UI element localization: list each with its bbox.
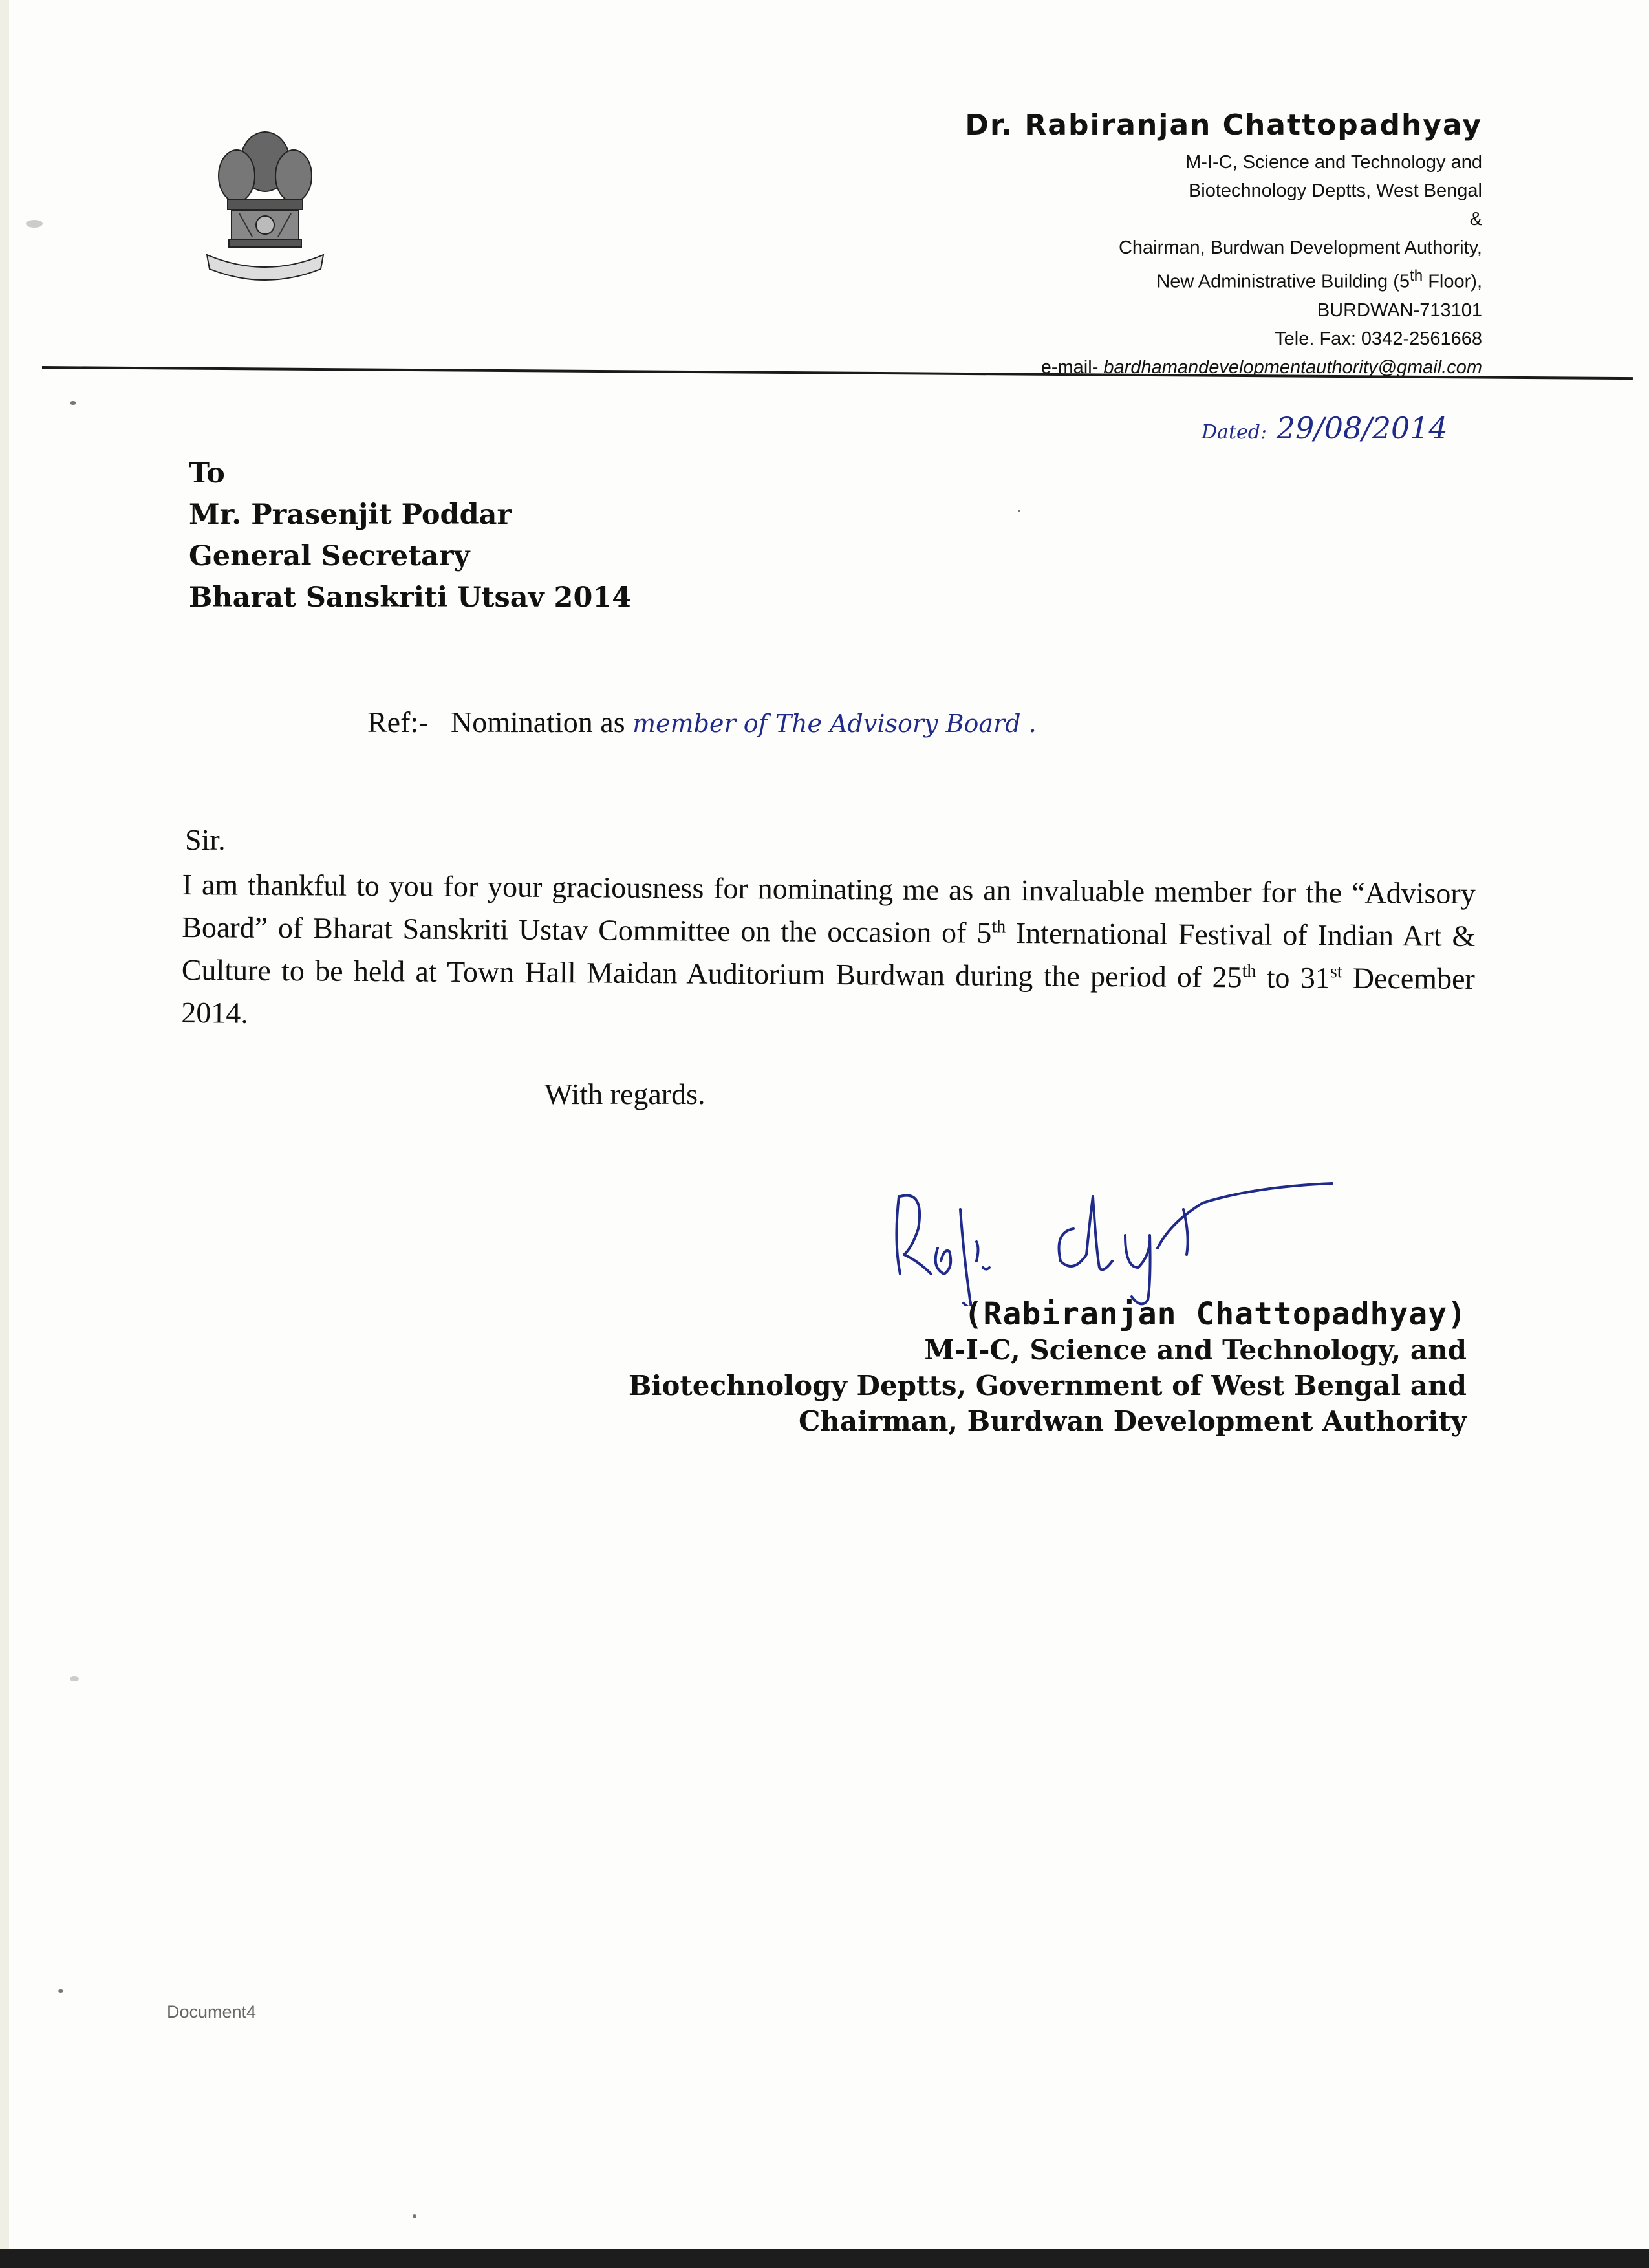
letterhead-phone: Tele. Fax: 0342-2561668 xyxy=(1275,328,1482,349)
scan-speck xyxy=(58,1989,63,1993)
signatory-block xyxy=(432,1297,1467,1439)
address-text: New Administrative Building (5 xyxy=(1156,271,1410,292)
body-text: International Festival of Indian Art & Culture to be held at Town Hall Maidan Auditorium Burdwan during the period of 25 xyxy=(181,916,1476,994)
signatory-title: M-I-C, Science and Technology, and xyxy=(924,1334,1467,1366)
body-text: December 2014. xyxy=(181,961,1475,1030)
scan-edge xyxy=(0,0,9,2268)
signatory-title: Chairman, Burdwan Development Authority xyxy=(798,1405,1467,1437)
scan-border xyxy=(0,2249,1649,2268)
signatory-name: (Rabiranjan Chattopadhyay) xyxy=(964,1296,1467,1332)
letterhead-line: Chairman, Burdwan Development Authority, xyxy=(1118,237,1482,258)
ref-label: Ref:- xyxy=(367,706,429,739)
email-address: bardhamandevelopmentauthority@gmail.com xyxy=(1103,356,1482,378)
reference-line xyxy=(367,705,1037,739)
scan-speck xyxy=(26,220,43,228)
body-sup: st xyxy=(1330,962,1342,982)
ref-handwritten: member of The Advisory Board . xyxy=(632,709,1037,738)
handwritten-date xyxy=(1202,411,1448,446)
letterhead-name: Dr. Rabiranjan Chattopadhyay xyxy=(965,109,1482,142)
addressee-to: To xyxy=(189,457,225,490)
ref-typed: Nomination as xyxy=(451,706,625,739)
dated-label: Dated: xyxy=(1202,421,1267,444)
letterhead-line: Biotechnology Deptts, West Bengal xyxy=(1188,180,1482,201)
body-text: I am thankful to you for your graciousness for nominating me as an invaluable member for the “Advisory Board” of Bharat Sanskriti Ustav Committee on the occasion of 5 xyxy=(182,867,1476,949)
letterhead xyxy=(706,109,1482,382)
addressee-name: Mr. Prasenjit Poddar xyxy=(189,499,512,531)
body-sup: th xyxy=(991,916,1006,937)
document-code: Document4 xyxy=(167,2002,257,2022)
national-emblem-icon xyxy=(194,116,336,291)
closing: With regards. xyxy=(544,1077,706,1110)
signatory-title: Biotechnology Deptts, Government of West Bengal and xyxy=(628,1370,1467,1401)
address-sup: th xyxy=(1410,267,1423,285)
letterhead-ampersand: & xyxy=(1469,209,1482,230)
letterhead-line: M-I-C, Science and Technology and xyxy=(1185,152,1482,173)
scan-speck xyxy=(70,1676,79,1681)
email-label: e-mail- xyxy=(1040,356,1104,378)
letterhead-city: BURDWAN-713101 xyxy=(1317,299,1482,321)
scan-speck xyxy=(413,2214,416,2218)
salutation: Sir. xyxy=(185,823,226,856)
body-text: to 31 xyxy=(1256,960,1330,995)
scan-speck xyxy=(70,401,76,405)
dated-value: 29/08/2014 xyxy=(1276,411,1448,446)
scan-speck xyxy=(1018,510,1020,512)
body-sup: th xyxy=(1242,961,1256,982)
body-paragraph xyxy=(181,863,1476,1043)
address-text: Floor), xyxy=(1423,271,1482,292)
addressee-org: Bharat Sanskriti Utsav 2014 xyxy=(189,581,632,614)
addressee-designation: General Secretary xyxy=(189,540,470,572)
addressee-block xyxy=(189,453,631,618)
signature-image xyxy=(879,1171,1345,1306)
letterhead-address xyxy=(706,262,1482,296)
